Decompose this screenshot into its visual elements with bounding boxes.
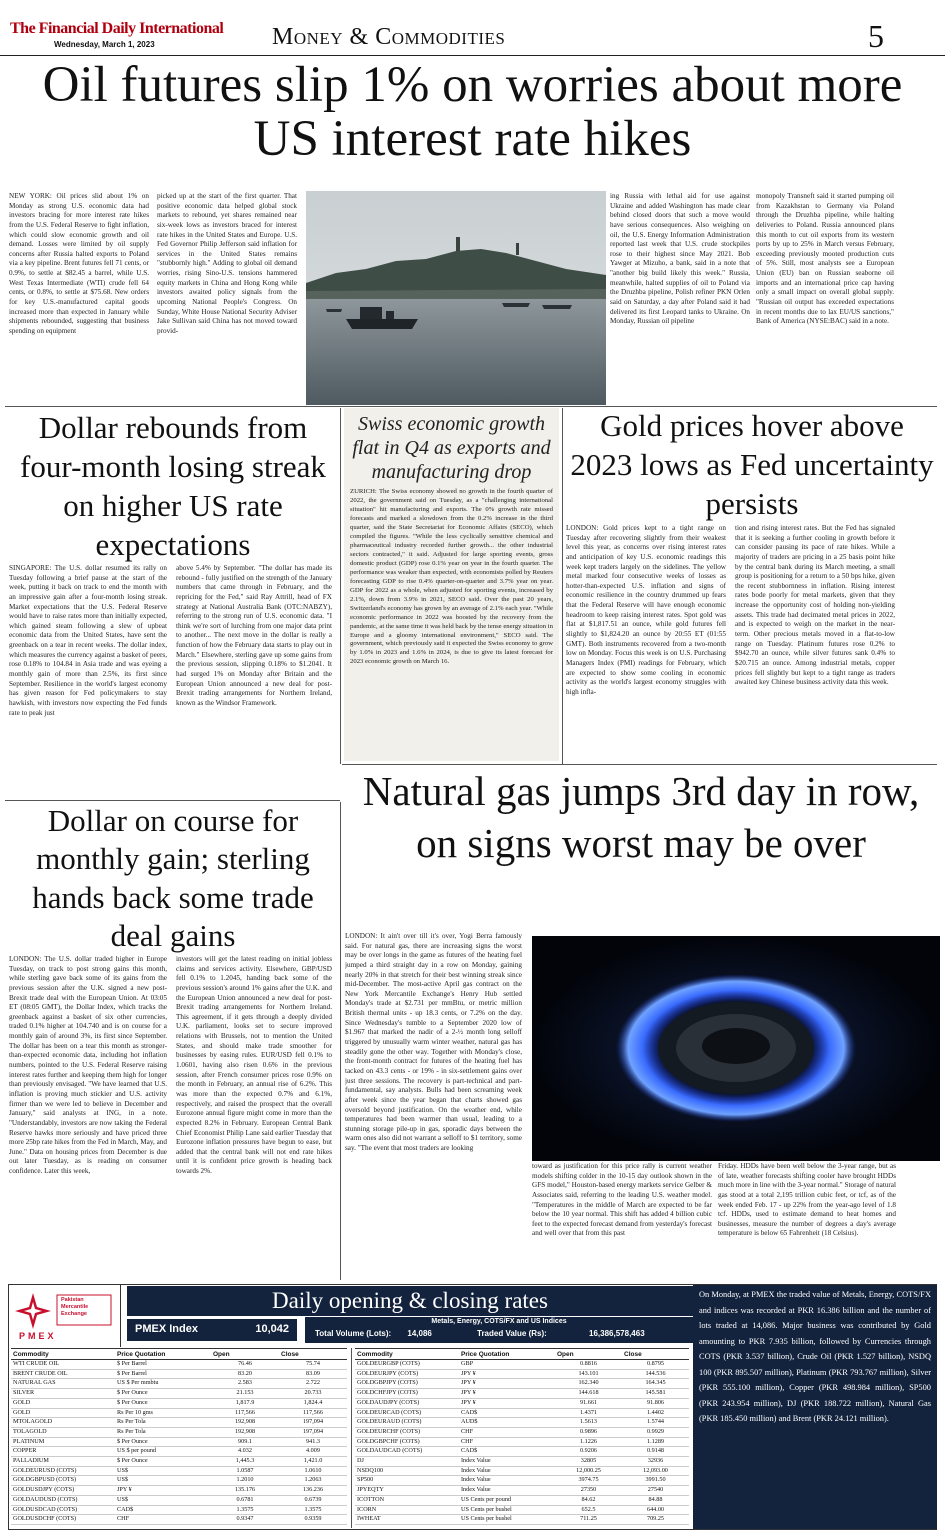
dollar-course-headline: Dollar on course for monthly gain; sterling hands back some trade deal gains — [32, 803, 314, 954]
price-quotation-cell: US Cents per bushel — [459, 1515, 555, 1525]
pmex-logo — [9, 1285, 121, 1347]
dollar-rebound-column-2: above 5.4% by September. "The dollar has made its rebound - fully justified on the strength of the January numbers that came through in February, and the repricing for the Fed," said Ray Attrill, head of FX strategy at National Australia Bank (OTC:NABZY), referring to the strong run of U.S. economic data. "I think we're sort of lurching from one major data print to another... The next move in the dollar is really a function of how the February data starts to play out in March." Elsewhere, sterling gave up some gains from the previous session, slipping 0.18% to $1.2041. It had surged 1% on Monday after Britain and the European Union announced a new deal for post-Brexit trading arrangements for Northern Ireland, known as the Windsor Framework. — [176, 564, 332, 707]
price-quotation-cell: CAD$ — [459, 1447, 555, 1457]
totals-bar — [305, 1317, 693, 1343]
open-cell: 1.5613 — [555, 1418, 622, 1428]
close-cell: 1.3575 — [279, 1505, 347, 1515]
price-quotation-cell: CHF — [459, 1437, 555, 1447]
gas-column-3: Friday. HDDs have been well below the 3-year range, but as of late, weather forecasts shifting cooler have brought HDDs much more in line with the 3-year normal." Storage of natural gas stood at a total 2,195 trillion cubic feet, or tcf, as of the week ended Feb. 17 - up 22% from the year-ago level of 1.8 tcf. HDDs, used to estimate demand to heat homes and businesses, measure the number of degrees a day's average temperature is below 65 Fahrenheit (18 Celsius). — [718, 1162, 896, 1238]
table-row — [11, 1418, 347, 1428]
price-quotation-cell: Rs Per 10 gms — [115, 1408, 211, 1418]
close-cell: 1.5744 — [622, 1418, 689, 1428]
open-cell: 652.5 — [555, 1505, 622, 1515]
commodity-cell: SILVER — [11, 1389, 115, 1399]
open-cell: 76.46 — [211, 1360, 279, 1370]
col-header-open: Open — [555, 1349, 622, 1360]
open-cell: 0.8816 — [555, 1360, 622, 1370]
table-row — [11, 1505, 347, 1515]
close-cell: 27540 — [622, 1486, 689, 1496]
table-row — [355, 1427, 689, 1437]
gold-column-1: LONDON: Gold prices kept to a tight range on Tuesday after recovering slightly from their weakest level this year, as concerns over rising interest rates and anticipation of key U.S. economic readings this week kept traders largely on the sidelines. The yellow metal marked four consecutive weeks of losses as hotter-than-expected U.S. inflation and signs of economic resilience in the country drummed up fears that the Federal Reserve will have enough economic headroom to keep raising interest rates. Spot gold was flat at $1,817.51 an ounce, while gold futures fell slightly to $1,824.20 an ounce by 20:55 ET (01:55 GMT). Both instruments recovered from a two-month low on Monday. Focus this week is on U.S. Purchasing Managers Index (PMI) readings for February, which are expected to show some cooling in economic activity as the world's largest economy struggles with high infla- — [566, 524, 726, 696]
commodity-cell: ICOTTON — [355, 1495, 459, 1505]
close-cell: 117,566 — [279, 1408, 347, 1418]
table-row — [11, 1466, 347, 1476]
commodity-cell: NATURAL GAS — [11, 1379, 115, 1389]
open-cell: 2.583 — [211, 1379, 279, 1389]
close-cell: 0.9929 — [622, 1427, 689, 1437]
price-quotation-cell: CAD$ — [459, 1408, 555, 1418]
open-cell: 909.1 — [211, 1437, 279, 1447]
table-row — [355, 1486, 689, 1496]
price-quotation-cell: AUD$ — [459, 1418, 555, 1428]
oil-column-1: NEW YORK: Oil prices slid about 1% on Monday as strong U.S. economic data had investors bracing for more interest rate hikes from the U.S. Federal Reserve to fight inflation, which could slow economic growth and oil demand. Losses were limited by oil supply concerns after Russia halted exports to Poland via a key pipeline. Brent futures fell 71 cents, or 0.9%, to settle at $82.45 a barrel, while U.S. West Texas Intermediate (WTI) crude fell 64 cents, or 0.8%, to settle at $75.68. New orders for key U.S.-manufactured capital goods increased more than expected in January while shipments rebounded, suggesting that business spending on equipment — [9, 192, 149, 335]
close-cell: 4.009 — [279, 1447, 347, 1457]
open-cell: 32805 — [555, 1457, 622, 1467]
logo-abbr: PMEX — [19, 1331, 57, 1341]
open-cell: 144.618 — [555, 1389, 622, 1399]
market-summary: On Monday, at PMEX the traded value of Metals, Energy, COTS/FX and indices was recorded at PKR 16.386 billion and the number of lots traded at 14,086. Major business was contributed by Gold amounting to PKR 7.935 billion, followed by Currencies through COTS (PKR 3.537 billion), Crude Oil (PKR 1.527 billion), NSDQ 100 (PKR 895.507 million), Platinum (PKR 793.767 million), Silver (PKR 555.100 million), Copper (PKR 498.984 million), SP500 (PKR 243.954 million), DJ (PKR 188.722 million), Natural Gas (PKR 185.450 million) and Brent (PKR 24.121 million). — [693, 1285, 937, 1529]
divider — [351, 1348, 352, 1528]
divider — [340, 408, 341, 764]
pmex-index-bar — [127, 1319, 297, 1341]
price-quotation-cell: Index Value — [459, 1466, 555, 1476]
commodity-cell: ICORN — [355, 1505, 459, 1515]
close-cell: 709.25 — [622, 1515, 689, 1525]
close-cell: 145.581 — [622, 1389, 689, 1399]
harbor-photo — [306, 191, 606, 405]
price-quotation-cell: US $ per pound — [115, 1447, 211, 1457]
table-row — [355, 1369, 689, 1379]
close-cell: 144.536 — [622, 1369, 689, 1379]
commodity-cell: GOLDEURJPY (COTS) — [355, 1369, 459, 1379]
price-quotation-cell: $ Per Barrel — [115, 1369, 211, 1379]
price-quotation-cell: JPY ¥ — [459, 1369, 555, 1379]
total-volume — [315, 1329, 432, 1338]
open-cell: 3974.75 — [555, 1476, 622, 1486]
open-cell: 21.153 — [211, 1389, 279, 1399]
table-row — [11, 1515, 347, 1525]
close-cell: 941.3 — [279, 1437, 347, 1447]
totals-heading: Metals, Energy, COTS/FX and US Indices — [431, 1318, 567, 1325]
commodity-cell: GOLDEURCAD (COTS) — [355, 1408, 459, 1418]
open-cell: 0.9896 — [555, 1427, 622, 1437]
table-row — [11, 1379, 347, 1389]
close-cell: 0.9148 — [622, 1447, 689, 1457]
rates-title: Daily opening & closing rates — [127, 1286, 693, 1316]
table-row — [11, 1398, 347, 1408]
dollar-rebound-column-1: SINGAPORE: The U.S. dollar resumed its rally on Tuesday following a brief pause at the start of the week, putting it back on track to end the month with an impressive gain after a four-month losing streak. Market expectations that the U.S. Federal Reserve would have to raise rates more than initially expected, which gained steam following a slew of upbeat economic data from the United States, have sent the greenback on a tear in recent weeks. The dollar index, which measures the currency against a basket of peers, rose 0.18% to 104.84 in Asia trade and was eyeing a monthly gain of more than 2.5%, its first since September. Resilience in the world's largest economy has given reason for Fed policymakers to stay hawkish, with investors now expecting the Fed funds rate to peak just — [9, 564, 167, 717]
close-cell: 136.236 — [279, 1486, 347, 1496]
swiss-body: ZURICH: The Swiss economy showed no growth in the fourth quarter of 2022, the government said on Tuesday, as a "challenging international situation" hit manufacturing and exports. The 0% growth rate missed forecasts and marked a slowdown from the 0.2% increase in the third quarter, said the State Secretariat for Economic Affairs (SECO), which compiled the figures. "While the less cyclically sensitive chemical and pharmaceutical industry recorded further growth... the other industrial sectors contracted," it said. Adjusted for large sporting events, gross domestic product (GDP) rose 0.1% year on year in the fourth quarter. The performance was weaker than expected, with economists polled by Reuters forecasting GDP to rise 0.4% quarter-on-quarter and 3.7% year on year. GDP for 2022 as a whole, when adjusted for sporting events, increased by 2.1%, down from 3.9% in 2021, SECO said. Over the past 20 years, Switzerland's economy has grown by an average of 2.1% each year. "While economic performance in 2022 was boosted by the recovery from the pandemic, at the same time it was held back by the tense energy situation in Europe and a gloomy international environment," SECO said. The government, which previously said it expected the Swiss economy to grow by 1.0% in 2023 and 1.6% in 2024, is due to give its latest forecast for 2023 economic growth on March 16. — [350, 488, 553, 666]
divider — [562, 408, 563, 764]
price-quotation-cell: US$ — [115, 1495, 211, 1505]
commodity-cell: GOLDAUDUSD (COTS) — [11, 1495, 115, 1505]
close-cell: 197,094 — [279, 1418, 347, 1428]
oil-headline: Oil futures slip 1% on worries about more US interest rate hikes — [42, 57, 903, 168]
price-quotation-cell: CHF — [115, 1515, 211, 1525]
open-cell: 0.9347 — [211, 1515, 279, 1525]
commodity-cell: DJ — [355, 1457, 459, 1467]
close-cell: 1.1289 — [622, 1437, 689, 1447]
table-row — [11, 1408, 347, 1418]
close-cell: 1,824.4 — [279, 1398, 347, 1408]
close-cell: 0.9359 — [279, 1515, 347, 1525]
price-quotation-cell: Index Value — [459, 1457, 555, 1467]
close-cell: 84.88 — [622, 1495, 689, 1505]
table-row — [355, 1466, 689, 1476]
commodity-cell: COPPER — [11, 1447, 115, 1457]
price-quotation-cell: $ Per Ounce — [115, 1437, 211, 1447]
close-cell: 2.722 — [279, 1379, 347, 1389]
commodity-cell: GOLDUSDCHF (COTS) — [11, 1515, 115, 1525]
divider — [342, 764, 937, 765]
oil-column-4: monopoly Transneft said it started pumping oil from Kazakhstan to Germany via Poland through the Druzhba pipeline, while halting deliveries to Poland. Russia announced plans this month to cut oil exports from its western ports by up to 25% in March versus February, exceeding previously mooted production cuts of 5%. Still, most analysts see a European Union (EU) ban on Russian seaborne oil imports and an international price cap having only a small impact on overall global supply. "Russian oil output has exceeded expectations in recent months due to lax EU/US sanctions," Bank of America (NYSE:BAC) said in a note. — [756, 192, 894, 326]
close-cell: 1.0610 — [279, 1466, 347, 1476]
price-quotation-cell: JPY ¥ — [459, 1379, 555, 1389]
rates-table-left — [11, 1348, 347, 1525]
divider — [5, 800, 340, 801]
logo-text: Pakistan Mercantile Exchange — [61, 1297, 89, 1318]
commodity-cell: GOLDGBPJPY (COTS) — [355, 1379, 459, 1389]
table-row — [355, 1418, 689, 1428]
open-cell: 1.1226 — [555, 1437, 622, 1447]
rates-panel — [8, 1284, 937, 1530]
commodity-cell: IWHEAT — [355, 1515, 459, 1525]
divider — [340, 802, 341, 1280]
open-cell: 1,817.9 — [211, 1398, 279, 1408]
open-cell: 711.25 — [555, 1515, 622, 1525]
commodity-cell: GOLDEURGBP (COTS) — [355, 1360, 459, 1370]
price-quotation-cell: $ Per Barrel — [115, 1360, 211, 1370]
col-header-close: Close — [622, 1349, 689, 1360]
table-row — [11, 1486, 347, 1496]
commodity-cell: PLATINUM — [11, 1437, 115, 1447]
table-row — [11, 1427, 347, 1437]
price-quotation-cell: JPY ¥ — [459, 1389, 555, 1399]
open-cell: 27350 — [555, 1486, 622, 1496]
oil-column-2: picked up at the start of the first quarter. That positive economic data helped global stock markets to rebound, yet shares remained near six-week lows as investors braced for interest rate hikes in the United States and Europe. U.S. Fed Governor Philip Jefferson said inflation for services in the United States remains "stubbornly high." Adding to global oil demand worries, rising Sino-U.S. tensions hammered equity markets in China and Hong Kong while investors awaited policy signals from the upcoming National People's Congress. On Sunday, White House National Security Adviser Jake Sullivan said China has not moved toward provid- — [157, 192, 297, 335]
dollar-course-column-2: investors will get the latest reading on initial jobless claims and services activity. Elsewhere, GBP/USD fell 0.1% to 1.2045, handing back some of the previous session's around 1% gains after the U.K. and the European Union announced a new deal for post-Brexit trading arrangements for Northern Ireland. This agreement, if it gets through a deeply divided U.K. parliament, looks set to secure improved relations with Brussels, not to mention the United States, and should make trade smoother for businesses by easing rules. EUR/USD fell 0.1% to 1.0601, having also risen 0.6% in the previous session, after French consumer prices rose 0.9% on the month in February, an annual rise of 6.2%. This was more than the expected 0.7% and 6.1%, respectively, and raised the prospect that the overall Eurozone annual figure might come in more than the expected 8.2% in February. European Central Bank Chief Economist Philip Lane said earlier Tuesday that Eurozone inflation pressures have begun to ease, but added that the central bank will not end rate hikes until it is confident price growth is heading back towards 2%. — [176, 955, 332, 1176]
open-cell: 83.20 — [211, 1369, 279, 1379]
close-cell: 1.2063 — [279, 1476, 347, 1486]
table-row — [355, 1515, 689, 1525]
close-cell: 75.74 — [279, 1360, 347, 1370]
open-cell: 1.4371 — [555, 1408, 622, 1418]
close-cell: 12,093.00 — [622, 1466, 689, 1476]
price-quotation-cell: $ Per Ounce — [115, 1398, 211, 1408]
page-number: 5 — [868, 18, 884, 54]
commodity-cell: GOLD — [11, 1408, 115, 1418]
close-cell: 32936 — [622, 1457, 689, 1467]
table-row — [355, 1408, 689, 1418]
gold-headline: Gold prices hover above 2023 lows as Fed uncertainty persists — [570, 408, 934, 522]
commodity-cell: BRENT CRUDE OIL — [11, 1369, 115, 1379]
table-row — [355, 1447, 689, 1457]
masthead — [0, 0, 945, 56]
close-cell: 91.806 — [622, 1398, 689, 1408]
price-quotation-cell: US $ Per mmbtu — [115, 1379, 211, 1389]
commodity-cell: GOLDGBPUSD (COTS) — [11, 1476, 115, 1486]
open-cell: 117,566 — [211, 1408, 279, 1418]
table-row — [11, 1495, 347, 1505]
price-quotation-cell: US$ — [115, 1466, 211, 1476]
dollar-rebound-headline: Dollar rebounds from four-month losing streak on higher US rate expectations — [20, 410, 326, 563]
close-cell: 0.6739 — [279, 1495, 347, 1505]
swiss-sidebar — [344, 408, 559, 761]
col-header-close: Close — [279, 1349, 347, 1360]
col-header-price-quotation: Price Quotation — [459, 1349, 555, 1360]
close-cell: 20.733 — [279, 1389, 347, 1399]
col-header-open: Open — [211, 1349, 279, 1360]
table-row — [355, 1389, 689, 1399]
commodity-cell: WTI CRUDE OIL — [11, 1360, 115, 1370]
open-cell: 1,445.3 — [211, 1457, 279, 1467]
commodity-cell: GOLDEURAUD (COTS) — [355, 1418, 459, 1428]
table-row — [355, 1495, 689, 1505]
price-quotation-cell: US Cents per bushel — [459, 1505, 555, 1515]
open-cell: 162.340 — [555, 1379, 622, 1389]
open-cell: 12,000.25 — [555, 1466, 622, 1476]
gas-burner-photo — [532, 936, 940, 1161]
open-cell: 84.62 — [555, 1495, 622, 1505]
open-cell: 91.661 — [555, 1398, 622, 1408]
traded-value-value: 16,386,578,463 — [589, 1329, 645, 1338]
oil-column-3: ing Russia with lethal aid for use against Ukraine and added Washington has made clear behind closed doors that such a move would have serious consequences. Also weighing on oil, the U.S. Energy Information Administration reported last week that U.S. crude stockpiles rose to their highest since May 2021. Bob Yawger at Mizuho, a bank, said in a note that "another big build likely this week." Russia, meanwhile, halted supplies of oil to Poland via the Druzhba pipeline, Polish refiner PKN Orlen said on Saturday, a day after Poland said it had delivered its first Leopard tanks to Ukraine. On Monday, Russian oil pipeline — [610, 192, 750, 326]
commodity-cell: MTOLAGOLD — [11, 1418, 115, 1428]
close-cell: 1,421.0 — [279, 1457, 347, 1467]
open-cell: 1.2010 — [211, 1476, 279, 1486]
close-cell: 644.00 — [622, 1505, 689, 1515]
commodity-cell: GOLDUSDCAD (COTS) — [11, 1505, 115, 1515]
col-header-commodity: Commodity — [355, 1349, 459, 1360]
commodity-cell: NSDQ100 — [355, 1466, 459, 1476]
table-row — [11, 1457, 347, 1467]
open-cell: 143.101 — [555, 1369, 622, 1379]
price-quotation-cell: $ Per Ounce — [115, 1457, 211, 1467]
commodity-cell: GOLDCHFJPY (COTS) — [355, 1389, 459, 1399]
price-quotation-cell: Index Value — [459, 1486, 555, 1496]
section-title: Money & Commodities — [272, 24, 506, 50]
price-quotation-cell: GBP — [459, 1360, 555, 1370]
price-quotation-cell: CHF — [459, 1427, 555, 1437]
close-cell: 83.09 — [279, 1369, 347, 1379]
traded-value-label: Traded Value (Rs): — [477, 1329, 547, 1338]
commodity-cell: SP500 — [355, 1476, 459, 1486]
open-cell: 1.3575 — [211, 1505, 279, 1515]
commodity-cell: GOLDAUDCAD (COTS) — [355, 1447, 459, 1457]
issue-date: Wednesday, March 1, 2023 — [54, 40, 155, 49]
price-quotation-cell: US$ — [115, 1476, 211, 1486]
table-row — [11, 1369, 347, 1379]
commodity-cell: PALLADIUM — [11, 1457, 115, 1467]
close-cell: 197,094 — [279, 1427, 347, 1437]
price-quotation-cell: Rs Per Tola — [115, 1427, 211, 1437]
table-row — [355, 1476, 689, 1486]
commodity-cell: GOLD — [11, 1398, 115, 1408]
table-row — [11, 1437, 347, 1447]
rates-table-right — [355, 1348, 689, 1525]
gas-column-2: toward as justification for this price rally is current weather models shifting colder in the 10-15 day outlook shown in the GFS model," Houston-based energy markets service Gelber & Associates said, referring to the leading U.S. weather model. "Temperatures in the middle of March are expected to be far below the 10 year normal. This shift has added 4 billion cubic feet to the expected forecast demand from yesterday's forecast and well over that from this past — [532, 1162, 712, 1238]
close-cell: 3991.50 — [622, 1476, 689, 1486]
commodity-cell: GOLDUSDJPY (COTS) — [11, 1486, 115, 1496]
gas-headline: Natural gas jumps 3rd day in row, on signs worst may be over — [362, 768, 920, 866]
price-quotation-cell: Rs Per Tola — [115, 1418, 211, 1428]
index-value: 10,042 — [255, 1323, 289, 1335]
price-quotation-cell: Index Value — [459, 1476, 555, 1486]
open-cell: 4.032 — [211, 1447, 279, 1457]
price-quotation-cell: JPY ¥ — [115, 1486, 211, 1496]
col-header-commodity: Commodity — [11, 1349, 115, 1360]
price-quotation-cell: US Cents per pound — [459, 1495, 555, 1505]
col-header-price-quotation: Price Quotation — [115, 1349, 211, 1360]
price-quotation-cell: $ Per Ounce — [115, 1389, 211, 1399]
open-cell: 1.0587 — [211, 1466, 279, 1476]
commodity-cell: GOLDAUDJPY (COTS) — [355, 1398, 459, 1408]
gas-column-1: LONDON: It ain't over till it's over, Yogi Berra famously said. For natural gas, there are increasing signs the worst may be over longs in the game as futures of the heating fuel jumped a third straight day in a row on Monday, gaining nearly 20% in that stretch for their best winning streak since mid-December. The most-active April gas contract on the New York Mercantile Exchange's Henry Hub settled Monday's trade at $2.731 per mmBtu, or metric million British thermal units - up 18.3 cents, or 7.2% on the day. Since Wednesday's tumble to a September 2020 low of $1.967 that marked the nadir of a 2-½ month long selloff triggered by unusually warm winter weather, natural gas has steadily gone the other way. Together with Monday's close, the front-month contract for futures of the heating fuel has tacked on 43.3 cents - or 19% - in six-settlement gains over just three sessions. The recovery is part-technical and part-fundamental, say analysts. Bulls had been screaming week after week since the year began that charts showed gas oversold beyond justification. On the weather end, while temperatures had been warmer than usual, leading to a stunning storage pile-up in gas, sporadic days between the warm ones also did not warrant a selloff to $1 territory, some say. "The event that most traders are looking — [345, 932, 522, 1153]
close-cell: 0.8795 — [622, 1360, 689, 1370]
gold-column-2: tion and rising interest rates. But the Fed has signaled that it is seeking a further cooling in growth before it can consider pausing its pace of rate hikes. While a majority of traders are pricing in a 25 basis point hike by the central bank during its March meeting, a small group is positioning for a return to a 50 bps hike, given the recent stubbornness in inflation. Rising interest rates bode poorly for metal markets, given that they increase the opportunity cost of holding non-yielding assets. This trade had decimated metal prices in 2022, and is expected to weigh on the market in the near-term. Other precious metals moved in a flat-to-low range on Tuesday. Platinum futures rose 0.2% to $942.70 an ounce, while silver futures sank 0.4% to $20.715 an ounce. Among industrial metals, copper prices fell slightly but kept to a tight range as traders awaited key Chinese business activity data this week. — [735, 524, 895, 687]
total-volume-value: 14,086 — [407, 1329, 432, 1338]
commodity-cell: GOLDEURCHF (COTS) — [355, 1427, 459, 1437]
open-cell: 192,908 — [211, 1427, 279, 1437]
table-row — [355, 1360, 689, 1370]
price-quotation-cell: CAD$ — [115, 1505, 211, 1515]
swiss-headline: Swiss economic growth flat in Q4 as exports and manufacturing drop — [352, 413, 551, 483]
table-row — [355, 1398, 689, 1408]
table-row — [11, 1360, 347, 1370]
table-row — [355, 1457, 689, 1467]
table-row — [11, 1389, 347, 1399]
close-cell: 1.4402 — [622, 1408, 689, 1418]
open-cell: 192,908 — [211, 1418, 279, 1428]
price-quotation-cell: JPY ¥ — [459, 1398, 555, 1408]
table-row — [355, 1379, 689, 1389]
commodity-cell: GOLDGBPCHF (COTS) — [355, 1437, 459, 1447]
commodity-cell: TOLAGOLD — [11, 1427, 115, 1437]
table-row — [11, 1476, 347, 1486]
commodity-cell: GOLDEURUSD (COTS) — [11, 1466, 115, 1476]
total-volume-label: Total Volume (Lots): — [315, 1329, 392, 1338]
index-label: PMEX Index — [135, 1323, 198, 1335]
close-cell: 164.345 — [622, 1379, 689, 1389]
open-cell: 135.176 — [211, 1486, 279, 1496]
open-cell: 0.6781 — [211, 1495, 279, 1505]
open-cell: 0.9206 — [555, 1447, 622, 1457]
commodity-cell: JPYEQTY — [355, 1486, 459, 1496]
table-row — [11, 1447, 347, 1457]
traded-value — [477, 1329, 645, 1338]
paper-name: The Financial Daily International — [10, 20, 224, 37]
table-row — [355, 1437, 689, 1447]
dollar-course-column-1: LONDON: The U.S. dollar traded higher in Europe Tuesday, on track to post strong gains this month, while sterling gave back some of its gains from the previous session after the U.K. signed a new post-Brexit trade deal with the European Union. At 03:05 ET (08:05 GMT), the Dollar Index, which tracks the greenback against a basket of six other currencies, traded 0.1% higher at 104.740 and is on course for a monthly gain of around 3%, its first since September. The dollar has been on a tear this month as stronger-than-expected economic data, including hot inflation numbers, pointed to the U.S. Federal Reserve raising interest rates further and keeping them high for longer than previously envisaged. "We have learned that U.S. inflation is proving much stickier and U.S. activity firmer than we were led to believe in December and January," said analysts at ING, in a note. "Understandably, investors are now taking the Federal Reserve hawks more seriously and have priced three more 25bp rate hikes from the Fed in March, May, and June." Data on housing prices from December is due out later Tuesday, as is reading on consumer confidence. Later this week, — [9, 955, 167, 1176]
table-row — [355, 1505, 689, 1515]
